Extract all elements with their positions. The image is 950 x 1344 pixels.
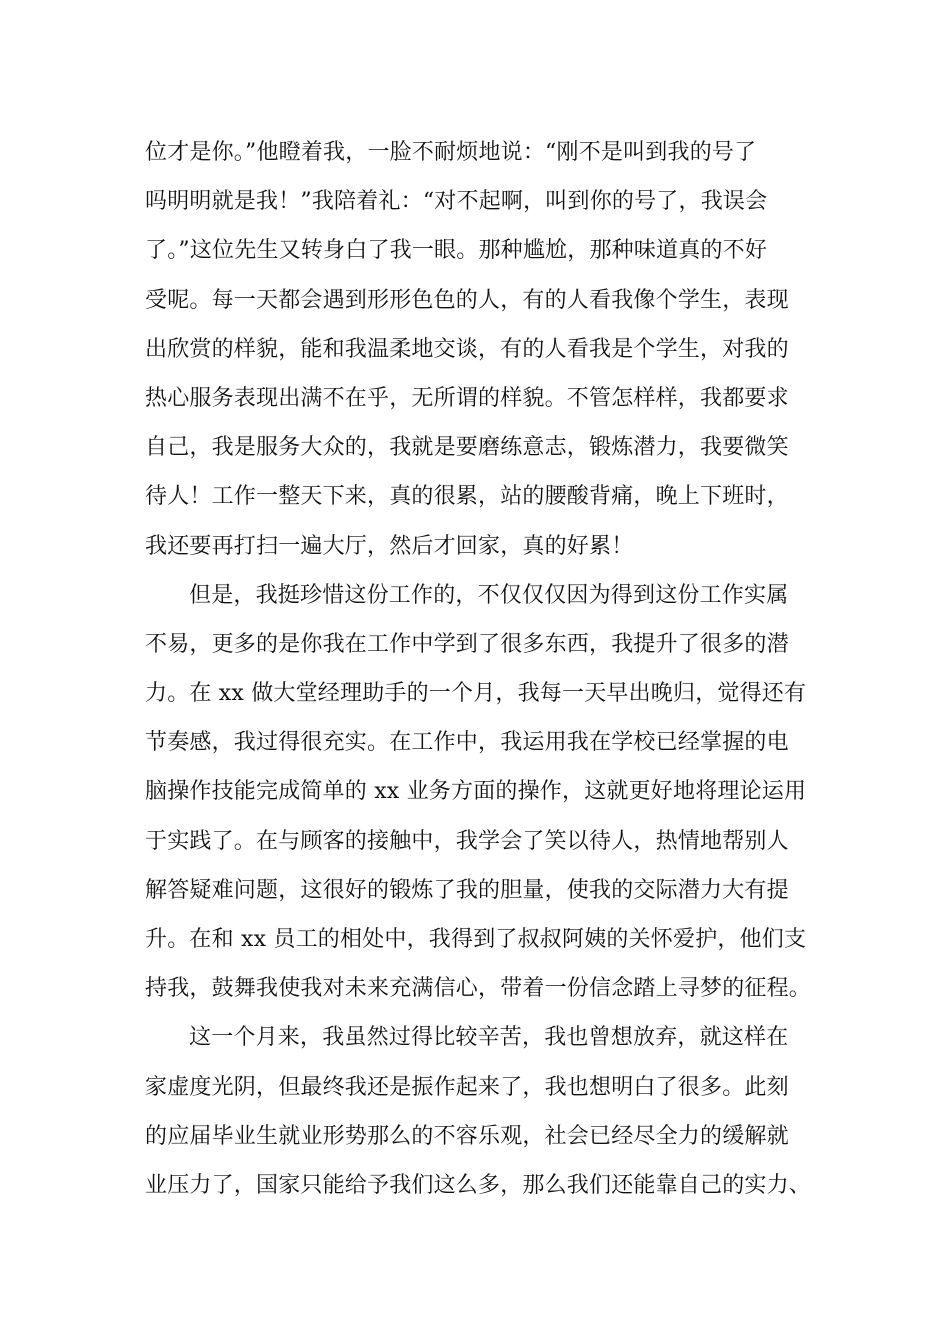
text-line: 于实践了。在与顾客的接触中，我学会了笑以待人，热情地帮别人 — [145, 828, 789, 854]
text-line: 我还要再打扫一遍大厅，然后才回家，真的好累！ — [145, 533, 634, 559]
paragraph-start-line: 但是，我挺珍惜这份工作的，不仅仅仅因为得到这份工作实属 — [189, 582, 789, 608]
text-line: 家虚度光阴，但最终我还是振作起来了，我也想明白了很多。此刻 — [145, 1074, 789, 1100]
text-line: 待人！工作一整天下来，真的很累，站的腰酸背痛，晚上下班时， — [145, 484, 789, 510]
text-line: 不易，更多的是你我在工作中学到了很多东西，我提升了很多的潜 — [145, 631, 789, 657]
text-line: 热心服务表现出满不在乎，无所谓的样貌。不管怎样样，我都要求 — [145, 385, 789, 411]
text-line: 解答疑难问题，这很好的锻炼了我的胆量，使我的交际潜力大有提 — [145, 877, 789, 903]
text-line: 力。在 xx 做大堂经理助手的一个月，我每一天早出晚归，觉得还有 — [145, 681, 807, 707]
text-line: 业压力了，国家只能给予我们这么多，那么我们还能靠自己的实力、 — [145, 1172, 812, 1198]
text-line: 的应届毕业生就业形势那么的不容乐观，社会已经尽全力的缓解就 — [145, 1123, 789, 1149]
text-line: 自己，我是服务大众的，我就是要磨练意志，锻炼潜力，我要微笑 — [145, 435, 789, 461]
text-line: 升。在和 xx 员工的相处中，我得到了叔叔阿姨的关怀爱护，他们支 — [145, 927, 807, 952]
text-line: 了。”这位先生又转身白了我一眼。那种尴尬，那种味道真的不好 — [145, 238, 768, 264]
text-line: 吗明明就是我！”我陪着礼：“对不起啊，叫到你的号了，我误会 — [145, 189, 768, 215]
text-line: 脑操作技能完成简单的 xx 业务方面的操作，这就更好地将理论运用 — [145, 779, 807, 805]
paragraph-start-line: 这一个月来，我虽然过得比较辛苦，我也曾想放弃，就这样在 — [189, 1025, 789, 1051]
text-line: 受呢。每一天都会遇到形形色色的人，有的人看我像个学生，表现 — [145, 287, 789, 313]
text-line: 位才是你。”他瞪着我，一脸不耐烦地说：“刚不是叫到我的号了 — [145, 140, 757, 165]
body-text — [145, 128, 825, 1210]
text-line: 节奏感，我过得很充实。在工作中，我运用我在学校已经掌握的电 — [145, 730, 789, 756]
text-line: 持我，鼓舞我使我对未来充满信心，带着一份信念踏上寻梦的征程。 — [145, 976, 812, 1002]
text-line: 出欣赏的样貌，能和我温柔地交谈，有的人看我是个学生，对我的 — [145, 336, 789, 362]
